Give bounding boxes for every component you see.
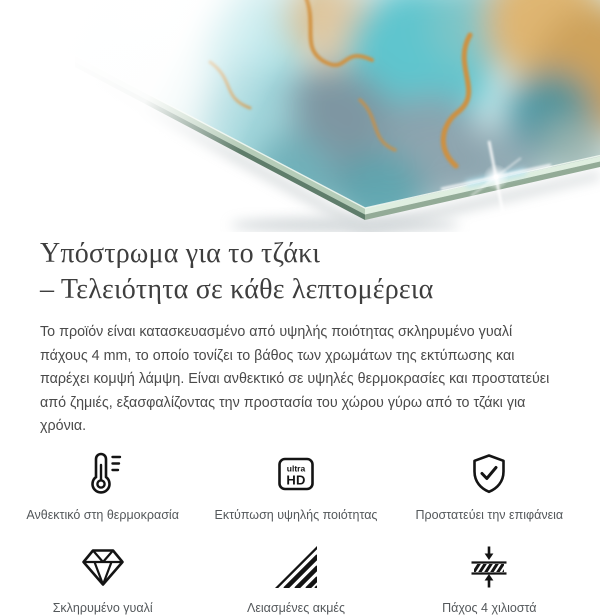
feature-heat-resistant xyxy=(6,451,199,522)
feature-thickness xyxy=(393,544,586,615)
shield-check-icon xyxy=(465,451,513,497)
feature-surface-protection xyxy=(393,451,586,522)
svg-text:ultra: ultra xyxy=(286,463,306,473)
product-description-section xyxy=(0,236,600,439)
feature-label: Πάχος 4 χιλιοστά xyxy=(442,600,537,615)
polished-edges-icon xyxy=(272,544,320,590)
glass-panel-photo xyxy=(0,0,600,232)
thickness-icon xyxy=(465,544,513,590)
thermometer-icon xyxy=(79,451,127,497)
white-fade xyxy=(0,0,600,232)
feature-label: Σκληρυμένο γυαλί xyxy=(52,600,153,615)
feature-label: Εκτύπωση υψηλής ποιότητας xyxy=(214,507,378,522)
feature-grid xyxy=(0,439,600,615)
feature-tempered-glass xyxy=(6,544,199,615)
feature-label: Προστατεύει την επιφάνεια xyxy=(415,507,564,522)
ultra-hd-icon xyxy=(272,451,320,497)
title-line-2: – Τελειότητα σε κάθε λεπτομέρεια xyxy=(40,274,434,305)
feature-ultra-hd-print xyxy=(199,451,392,522)
feature-label: Λειασμένες ακμές xyxy=(246,600,345,615)
diamond-icon xyxy=(79,544,127,590)
product-description-text: Το προϊόν είναι κατασκευασμένο από υψηλής ποιότητας σκληρυμένο γυαλί πάχους 4 mm, το οποίο τονίζει το βάθος των χρωμάτων της εκτύπωσης και παρέχει κομψή λάμψη. Είναι ανθεκτικό σε υψηλές θερμοκρασίες και προστατεύει από ζημιές, εξασφαλίζοντας την προστασία του χώρου γύρω από το τζάκι για χρόνια. xyxy=(40,324,550,434)
page-title xyxy=(40,236,560,308)
feature-label: Ανθεκτικό στη θερμοκρασία xyxy=(26,507,179,522)
product-photo xyxy=(0,0,600,232)
svg-text:HD: HD xyxy=(286,472,306,487)
feature-polished-edges xyxy=(199,544,392,615)
title-line-1: Υπόστρωμα για το τζάκι xyxy=(40,238,321,269)
